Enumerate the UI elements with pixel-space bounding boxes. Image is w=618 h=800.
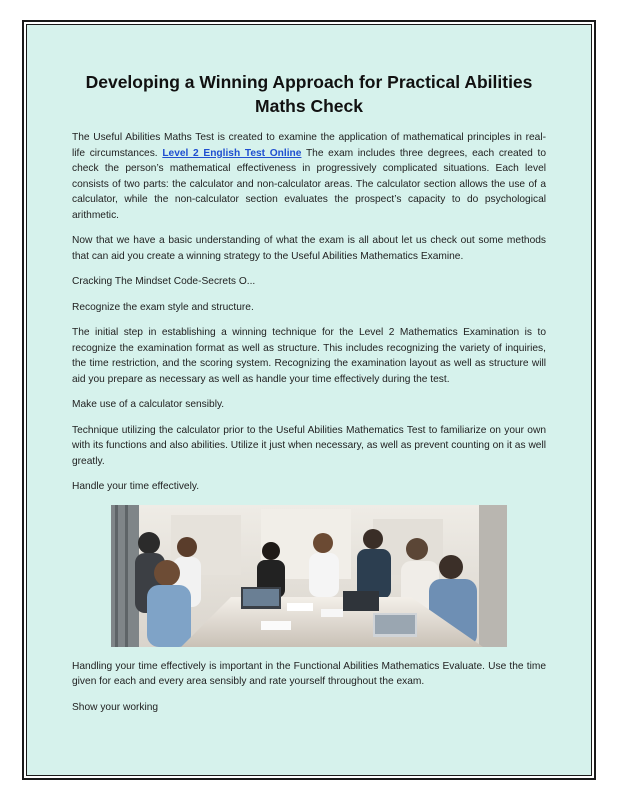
intro-text-after-link: The exam includes three degrees, each created to check the person’s mathematical effectiveness in progressively complicated situations. Each level consists of two parts: the calculator and non-calculator areas. The calculator section allows the use of a calculator, while the non-calculator section evaluates the prospect’s capacity to do psychological arithmetic. (72, 147, 546, 221)
article-body (72, 70, 546, 725)
heading-time: Handle your time effectively. (72, 481, 200, 492)
paragraph-time-management: Handling your time effectively is important in the Functional Abilities Mathematics Evaluate. Use the time given for each and every area sensibly and rate yourself throughout the exam. (72, 660, 546, 687)
paragraph-calculator: Technique utilizing the calculator prior to the Useful Abilities Mathematics Test to familiarize on your own with its functions and also abilities. Utilize it just when necessary, as well as prevent counting on it as well greatly. (72, 424, 546, 467)
heading-show-working: Show your working (72, 701, 159, 713)
intro-text-before-link: The Useful Abilities Maths Test is created to examine the application of mathematical principles in real-life circumstances. (72, 132, 546, 159)
paragraph-methods: Now that we have a basic understanding of what the exam is all about let us check out some methods that can aid you create a winning strategy to the Useful Abilities Mathematics Examine. (72, 235, 546, 262)
level-2-english-test-link[interactable]: Level 2 English Test Online (162, 147, 302, 159)
meeting-photo (111, 505, 507, 647)
article-title: Developing a Winning Approach for Practical Abilities Maths Check (85, 72, 533, 116)
paragraph-mindset: Cracking The Mindset Code-Secrets O... (72, 276, 256, 287)
heading-exam-style: Recognize the exam style and structure. (72, 301, 254, 313)
paragraph-intro (72, 130, 546, 223)
heading-calculator: Make use of a calculator sensibly. (72, 399, 225, 410)
paragraph-exam-format: The initial step in establishing a winning technique for the Level 2 Mathematics Examination is to recognize the examination format as well as structure. This includes recognizing the variety of inquiries, the time restriction, and the scoring system. Recognizing the examination layout as well as structure will aid you prepare as necessary as well as handle your time effectively during the test. (72, 327, 546, 385)
